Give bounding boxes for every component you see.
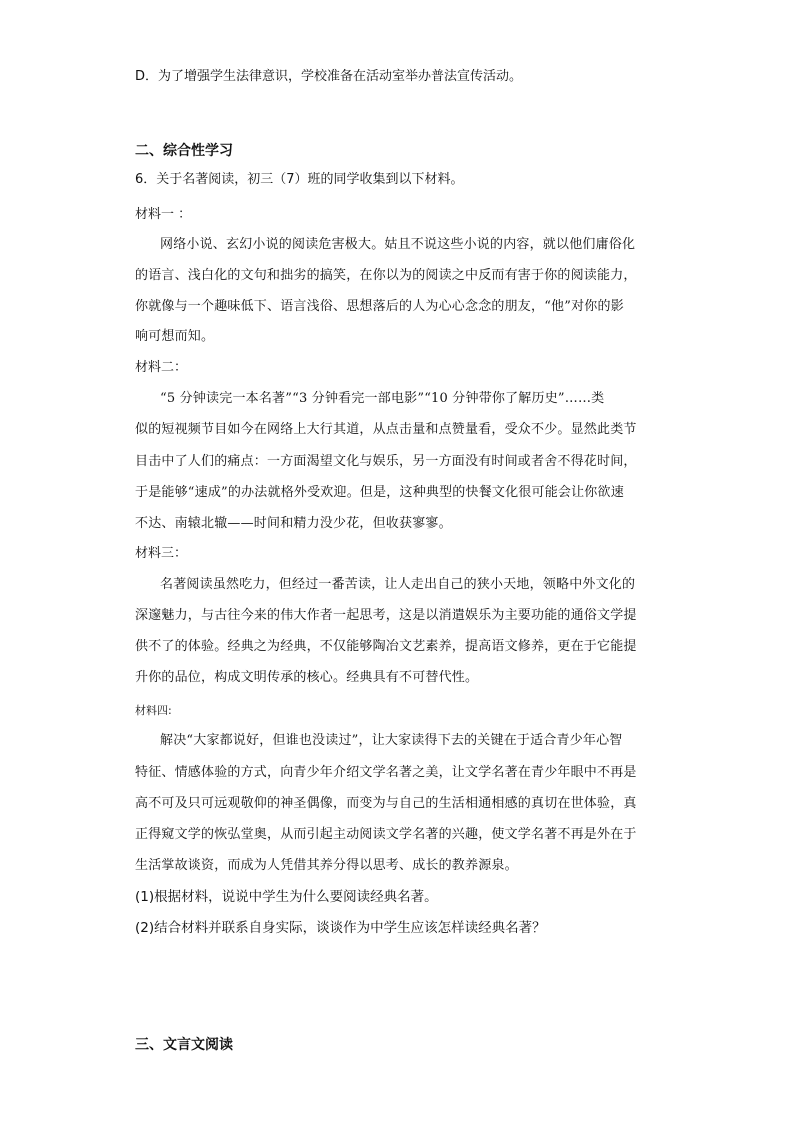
material-2-line: 于是能够“速成”的办法就格外受欢迎。但是，这种典型的快餐文化很可能会让你欲速 xyxy=(135,485,624,500)
material-1-line: 你就像与一个趣味低下、语言浅俗、思想落后的人为心心念念的朋友，“他”对你的影 xyxy=(135,299,624,314)
material-3-line: 名著阅读虽然吃力，但经过一番苦读，让人走出自己的狭小天地，领略中外文化的 xyxy=(160,577,636,592)
material-2-line: 似的短视频节目如今在网络上大行其道，从点击量和点赞量看，受众不少。显然此类节 xyxy=(135,422,637,437)
material-2-line: 不达、南辕北辙——时间和精力没少花，但收获寥寥。 xyxy=(135,516,452,531)
material-4-line: 生活掌故谈资，而成为人凭借其养分得以思考、成长的教养源泉。 xyxy=(135,858,518,873)
material-4-line: 特征、情感体验的方式，向青少年介绍文学名著之美，让文学名著在青少年眼中不再是 xyxy=(135,765,637,780)
material-3-line: 深邃魅力，与古往今来的伟大作者一起思考，这是以消遣娱乐为主要功能的通俗文学提 xyxy=(135,608,637,623)
material-3-line: 供不了的体验。经典之为经典，不仅能够陶冶文艺素养，提高语文修养，更在于它能提 xyxy=(135,639,637,654)
material-2-label: 材料二： xyxy=(135,360,188,375)
material-3-line: 升你的品位，构成文明传承的核心。经典具有不可替代性。 xyxy=(135,670,479,685)
material-1-line: 的语言、浅白化的文句和拙劣的搞笑，在你以为的阅读之中反而有害于你的阅读能力， xyxy=(135,268,637,283)
material-1-line: 网络小说、玄幻小说的阅读危害极大。姑且不说这些小说的内容，就以他们庸俗化 xyxy=(160,237,636,252)
material-3-label: 材料三： xyxy=(135,546,188,561)
section-heading-3: 三、文言文阅读 xyxy=(135,1037,233,1053)
sub-question-1: (1)根据材料，说说中学生为什么要阅读经典名著。 xyxy=(135,889,438,905)
material-1-label: 材料一 ： xyxy=(135,207,192,222)
sub-question-2: (2)结合材料并联系自身实际，谈谈作为中学生应该怎样读经典名著？ xyxy=(135,920,546,936)
material-2-line: “5 分钟读完一本名著”“3 分钟看完一部电影”“10 分钟带你了解历史”……类 xyxy=(160,391,605,406)
section-heading-2: 二、综合性学习 xyxy=(135,143,233,159)
option-d: D．为了增强学生法律意识，学校准备在活动室举办普法宣传活动。 xyxy=(135,69,523,84)
material-4-label: 材料四: xyxy=(135,704,172,717)
material-2-line: 目击中了人们的痛点：一方面渴望文化与娱乐，另一方面没有时间或者舍不得花时间， xyxy=(135,454,637,469)
question-6-stem: 6．关于名著阅读，初三（7）班的同学收集到以下材料。 xyxy=(135,172,464,187)
material-4-line: 高不可及只可远观敬仰的神圣偶像，而变为与自己的生活相通相感的真切在世体验，真 xyxy=(135,796,637,811)
material-4-line: 解决“大家都说好，但谁也没读过”，让大家读得下去的关键在于适合青少年心智 xyxy=(160,733,623,748)
material-1-line: 响可想而知。 xyxy=(135,329,215,344)
material-4-line: 正得窥文学的恢弘堂奥，从而引起主动阅读文学名著的兴趣，使文学名著不再是外在于 xyxy=(135,827,637,842)
